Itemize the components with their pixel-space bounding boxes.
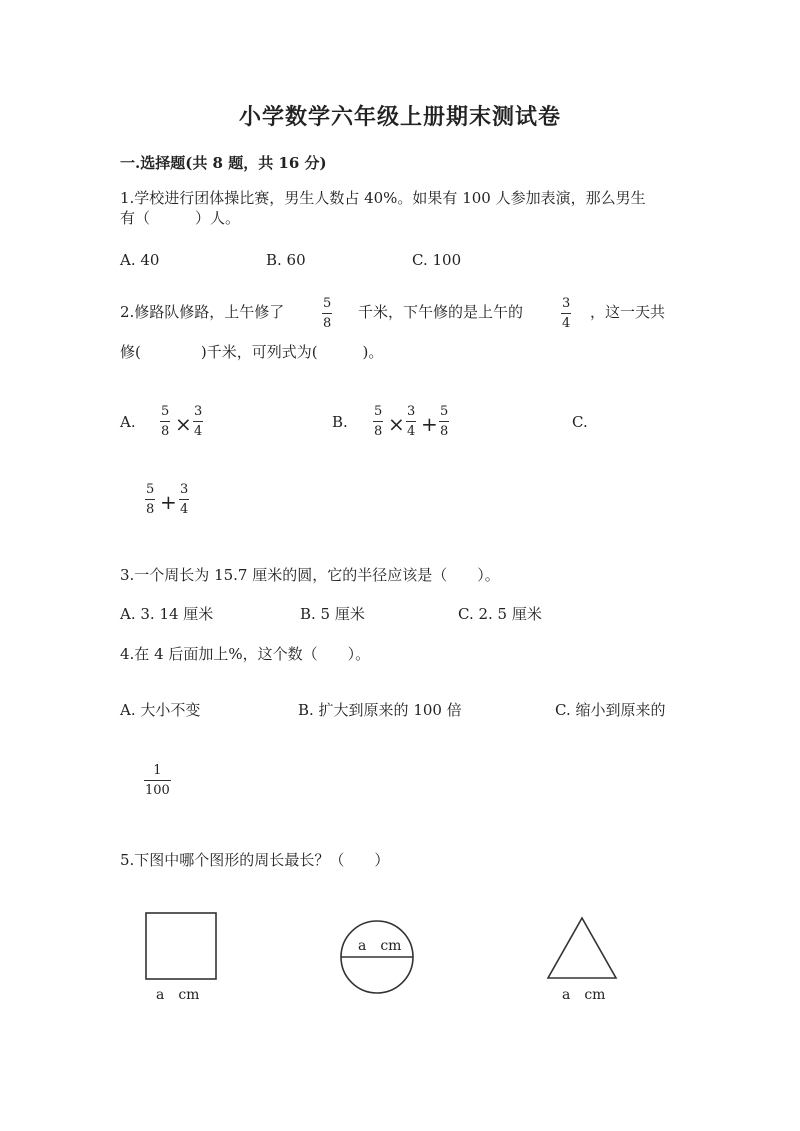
plus-sign: + [421,412,438,436]
fraction-denominator: 4 [180,502,189,517]
fraction-denominator: 8 [374,424,383,439]
q1-text-line1: 1.学校进行团体操比赛，男生人数占 40%。如果有 100 人参加表演，那么男生 [120,189,646,207]
q2-c-fraction-2 [179,482,189,517]
square-side-label: a cm [156,987,200,1003]
q2-a-fraction-1 [160,404,170,439]
fraction-numerator: 5 [323,296,332,311]
q4-option-c: C. 缩小到原来的 [555,701,666,719]
q2-b-fraction-3 [439,404,449,439]
q5-text: 5.下图中哪个图形的周长最长？（ ） [120,851,390,869]
q4-text: 4.在 4 后面加上%，这个数（ ）。 [120,645,371,663]
q3-option-c: C. 2. 5 厘米 [458,605,542,623]
q1-option-c: C. 100 [412,251,462,269]
q2-b-fraction-1 [373,404,383,439]
fraction-numerator: 5 [146,482,155,497]
q2-fraction-three-quarters [561,296,571,331]
times-sign: × [175,412,192,436]
page-title: 小学数学六年级上册期末测试卷 [238,104,561,130]
q2-option-a-label: A. [120,413,136,431]
q1-option-b: B. 60 [266,251,306,269]
plus-sign: + [160,490,177,514]
fraction-numerator: 3 [180,482,189,497]
fraction-numerator: 3 [562,296,571,311]
circle-shape [339,919,415,995]
q4-option-b: B. 扩大到原来的 100 倍 [298,701,462,719]
q1-option-a: A. 40 [120,251,160,269]
fraction-numerator: 5 [374,404,383,419]
q3-text: 3.一个周长为 15.7 厘米的圆，它的半径应该是（ ）。 [120,566,500,584]
q2-fraction-five-eighths [322,296,332,331]
fraction-numerator: 3 [194,404,203,419]
triangle-shape [546,916,618,980]
q1-text-line2: 有（ ）人。 [120,209,241,227]
q2-c-fraction-1 [145,482,155,517]
q2-option-c-label: C. [572,413,588,431]
q4-option-a: A. 大小不变 [120,701,201,719]
fraction-denominator: 8 [323,316,332,331]
q3-option-b: B. 5 厘米 [300,605,365,623]
fraction-denominator: 4 [407,424,416,439]
fraction-denominator: 8 [440,424,449,439]
q2-text-part2: 千米，下午修的是上午的 [358,303,524,321]
q2-option-b-label: B. [332,413,348,431]
q2-text-line2: 修( )千米，可列式为( )。 [120,343,384,361]
q2-b-fraction-2 [406,404,416,439]
fraction-denominator: 8 [146,502,155,517]
circle-diameter-label: a cm [358,938,402,954]
triangle-side-label: a cm [562,987,606,1003]
q2-a-fraction-2 [193,404,203,439]
fraction-numerator: 5 [440,404,449,419]
fraction-denominator: 8 [161,424,170,439]
q4-fraction-one-hundredth [144,763,171,798]
fraction-numerator: 5 [161,404,170,419]
fraction-denominator: 4 [562,316,571,331]
fraction-numerator: 3 [407,404,416,419]
q3-option-a: A. 3. 14 厘米 [120,605,214,623]
times-sign: × [388,412,405,436]
square-shape [145,912,217,980]
section-heading: 一.选择题(共 8 题，共 16 分) [120,154,327,172]
fraction-denominator: 100 [145,783,170,798]
fraction-denominator: 4 [194,424,203,439]
fraction-numerator: 1 [153,763,162,778]
q2-text-part3: ，这一天共 [590,303,666,321]
q2-text-part1: 2.修路队修路，上午修了 [120,303,285,321]
